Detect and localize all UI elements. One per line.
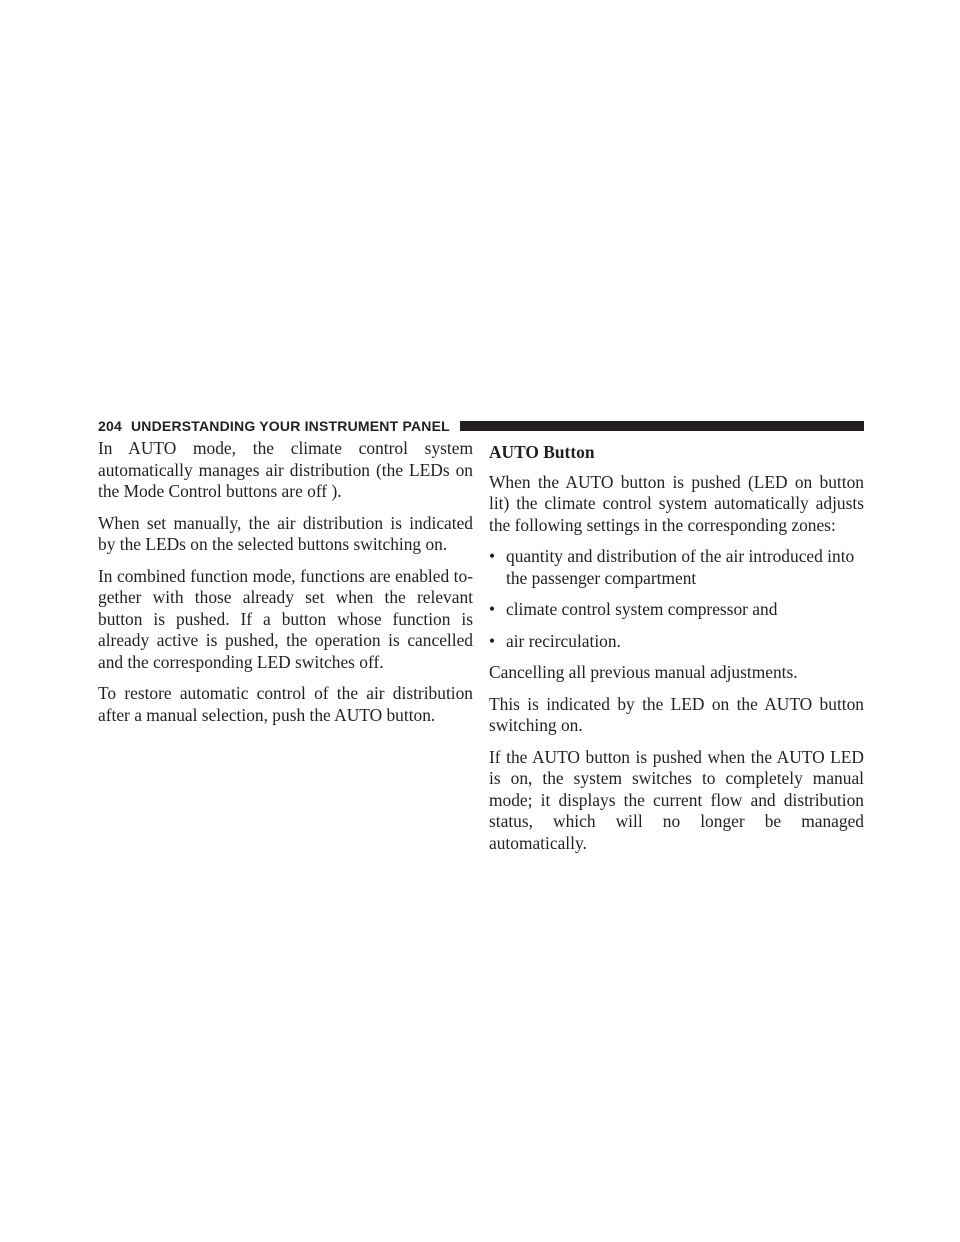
paragraph-auto-mode: In AUTO mode, the climate control system automatically manages air distribution (the LEDs on the Mode Control buttons are off ). <box>98 438 473 501</box>
paragraph-restore-auto: To restore automatic control of the air distribution after a manual selection, push the AUTO button. <box>98 683 473 725</box>
list-item-text: climate control system compressor and <box>506 599 778 619</box>
list-item <box>489 546 864 589</box>
bullet-icon: • <box>489 599 496 619</box>
paragraph-led-indication: This is indicated by the LED on the AUTO button switching on. <box>489 693 864 735</box>
paragraph-cancelling: Cancelling all previous manual adjustments. <box>489 662 798 682</box>
left-column <box>98 438 473 736</box>
paragraph-auto-intro: When the AUTO button is pushed (LED on button lit) the climate control system automatically adjusts the following settings in the corresponding zones: <box>489 471 864 535</box>
page-number: 204 <box>98 418 122 434</box>
bullet-icon: • <box>489 630 496 651</box>
right-column <box>489 438 864 864</box>
auto-button-heading: AUTO Button <box>489 442 595 462</box>
header-rule <box>460 421 864 431</box>
auto-settings-list <box>489 546 864 652</box>
bullet-icon: • <box>489 546 496 566</box>
paragraph-manual-switch: If the AUTO button is pushed when the AUTO LED is on, the system switches to completely manual mode; it displays the current flow and distribution status, which will no longer be managed automatically. <box>489 746 864 853</box>
list-item-text: quantity and distribution of the air introduced into the passenger compartment <box>506 546 855 588</box>
paragraph-manual-setting: When set manually, the air distribution is indicated by the LEDs on the selected buttons switching on. <box>98 512 473 554</box>
list-item <box>489 599 864 621</box>
page-header <box>98 415 864 437</box>
section-title: UNDERSTANDING YOUR INSTRUMENT PANEL <box>130 418 450 434</box>
list-item-text: air recirculation. <box>506 630 621 651</box>
list-item <box>489 631 864 653</box>
paragraph-combined-mode: In combined function mode, functions are enabled together with those already set when the relevant button is pushed. If a button whose function is already active is pushed, the operation is cancelled and the corresponding LED switches off. <box>98 565 473 672</box>
